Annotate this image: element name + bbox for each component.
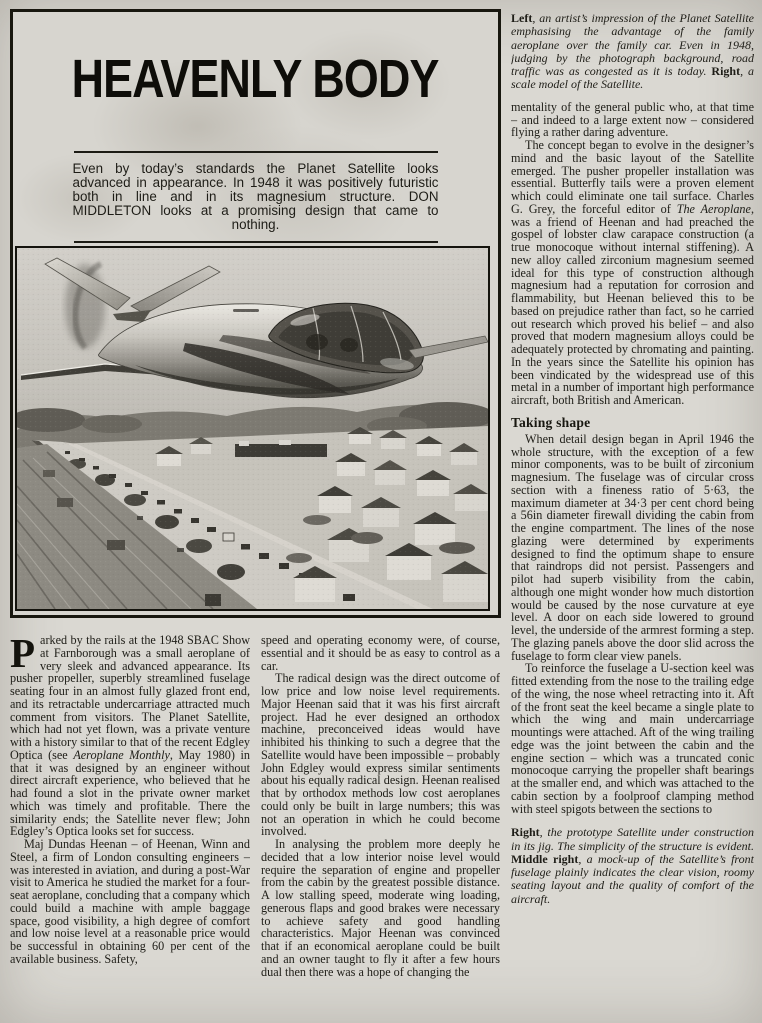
column-3 bbox=[511, 12, 754, 1018]
photo-illustration bbox=[17, 248, 488, 609]
col3-paragraph-2: The concept began to evolve in the designer’s mind and the basic layout of the Satellite emerged. The pusher propeller installation was essential. Butterfly tails were a proven element which could eliminate one tail surface. Charles G. Grey, the forceful editor of The Aeroplane, was a friend of Heenan and had preached the gospel of lobster claw carapace construction (a true monocoque without internal stiffening). A new alloy called zirconium magnesium seemed ideal for this type of construction although magnesium had a reputation for corrosion and flammability, but Heenan believed this to be based on prejudice rather than fact, so he carried out research which proved his belief – and also proved that modern magnesium alloys could be adequately protected by chromating and painting. In the years since the Satellite his opinion has been vindicated by the widespread use of this metal in a number of important high performance aircraft, both British and American. bbox=[511, 138, 754, 408]
section-heading: Taking shape bbox=[511, 414, 591, 430]
col1-p1-text: arked by the rails at the 1948 SBAC Show at Farnborough was a small aeroplane of very sleek and advanced appearance. Its pusher propeller, superbly streamlined fuselage seating four in an almost fully glazed front end, and its retractable undercarriage attracted much comment from visitors. The Planet Satellite, which had not yet flown, was a private venture with a history similar to that of the recent Edgley Optica (see bbox=[10, 634, 250, 762]
magazine-title-italic: Aeroplane Monthly bbox=[73, 747, 170, 762]
masthead bbox=[13, 12, 498, 243]
journal-title-italic: The Aeroplane bbox=[676, 201, 751, 216]
standfirst-rule-top bbox=[74, 151, 438, 153]
standfirst-rule-bottom bbox=[74, 241, 438, 243]
col3-paragraph-3: When detail design began in April 1946 the whole structure, with the exception of a few minor components, was to be built of zirconium magnesium. The fuselage was of circular cross section with a fineness ratio of 5·63, the maximum diameter at 34·3 per cent chord being a 56in diameter firewall dividing the cabin from the engine compartment. The lines of the nose glazing were determined by experiments designed to find the optimum shape to ensure that raindrops did not persist. Passengers and pilot had superb visibility from the cabin, although one might wonder how much distortion would be caused by the nose curvature at eye level. A door on each side lowered to ground level, the underside of the armrest forming a step. The glazing panels above the door slid across the fuselage to form clear view panels. bbox=[511, 431, 754, 663]
col2-paragraph-3: In analysing the problem more deeply he decided that a low interior noise level would require the separation of engine and propeller from the cabin by the greatest possible distance. A low stalling speed, moderate wing loading, generous flaps and good brakes were necessary to achieve safety and good handling characteristics. Major Heenan was convinced that if an economical aeroplane could be built and an owner taught to fly it after a few hours dual then there was a hope of changing the bbox=[261, 837, 500, 979]
col2-paragraph-2: The radical design was the direct outcome of low price and low noise level requirements. Major Heenan said that it was his first aircraft project. Had he ever designed an orthodox machine, preconceived ideas would have inhibited his thinking to such a degree that the Satellite would have been impossible – probably John Edgley would express similar sentiments about his equally radical design. Heenan realised that by orthodox methods low cost aeroplanes could only be built in large numbers; this was not an operation in which he could become involved. bbox=[261, 671, 500, 839]
col1-paragraph-1: Parked by the rails at the 1948 SBAC Show at Farnborough was a small aeroplane of very sleek and advanced appearance. Its pusher propeller, superbly streamlined fuselage seating four in an almost fully glazed front end, and its retractable undercarriage attracted much comment from visitors. The Planet Satellite, which had not yet flown, was a private venture with a history similar to that of the recent Edgley Optica (see Aeroplane Monthly, May 1980) in that it was designed by an engineer without direct aircraft experience, who believed that he had found a slot in the private owner market which was timely and profitable. There the similarity ends; the Satellite never flew; John Edgley’s Optica looks set for success. bbox=[10, 634, 250, 839]
drop-cap: P bbox=[10, 634, 36, 676]
photo-caption-top: Left, an artist’s impression of the Planet Satellite emphasising the advantage of the family aeroplane over the family car. Even in 1948, judging by the photograph background, road traffic was as congested as it is today. Right, a scale model of the Satellite. bbox=[511, 12, 754, 92]
standfirst: Even by today’s standards the Planet Satellite looks advanced in appearance. In 1948 it was positively futuristic both in line and in its magnesium structure. DON MIDDLETON looks at a promising design that came to nothing. bbox=[72, 161, 439, 232]
photo-caption-bottom: Right, the prototype Satellite under construction in its jig. The simplicity of the structure is evident. Middle right, a mock-up of the Satellite’s front fuselage plainly indicates the clear vision, roomy seating layout and the quality of comfort of the aircraft. bbox=[511, 825, 754, 906]
column-1 bbox=[10, 634, 250, 1021]
column-2 bbox=[261, 634, 500, 1021]
satellite-photo bbox=[15, 246, 490, 611]
col3-paragraph-1: mentality of the general public who, at that time – and indeed to a large extent now – considered flying a rather daring adventure. bbox=[511, 99, 754, 140]
page-title: HEAVENLY BODY bbox=[72, 49, 439, 109]
col3-paragraph-4: To reinforce the fuselage a U-section keel was fitted extending from the nose to the trailing edge of the wing, the nose wheel retracting into it. Aft of the front seat the keel became a single plate to which the wing and main undercarriage mountings were attached. Aft of the wing trailing edge was the joint between the cabin and the engine section – which was a truncated conic monocoque carrying the propeller shaft bearings at the smaller end, and which was attached to the cabin section by a foolproof clamping method with steel spigots between the sections to bbox=[511, 661, 754, 816]
col2-paragraph-1: speed and operating economy were, of course, essential and it should be as easy to control as a car. bbox=[261, 634, 500, 673]
headline-box bbox=[10, 9, 501, 618]
col1-paragraph-2: Maj Dundas Heenan – of Heenan, Winn and Steel, a firm of London consulting engineers – was interested in aviation, and during a post-War visit to America he studied the market for a four-seat aeroplane, concluding that a company which could build a machine with ample baggage space, good visibility, a high degree of comfort and low noise level at a reasonable price would be successful in obtaining 60 per cent of the available business. Safety, bbox=[10, 837, 250, 966]
